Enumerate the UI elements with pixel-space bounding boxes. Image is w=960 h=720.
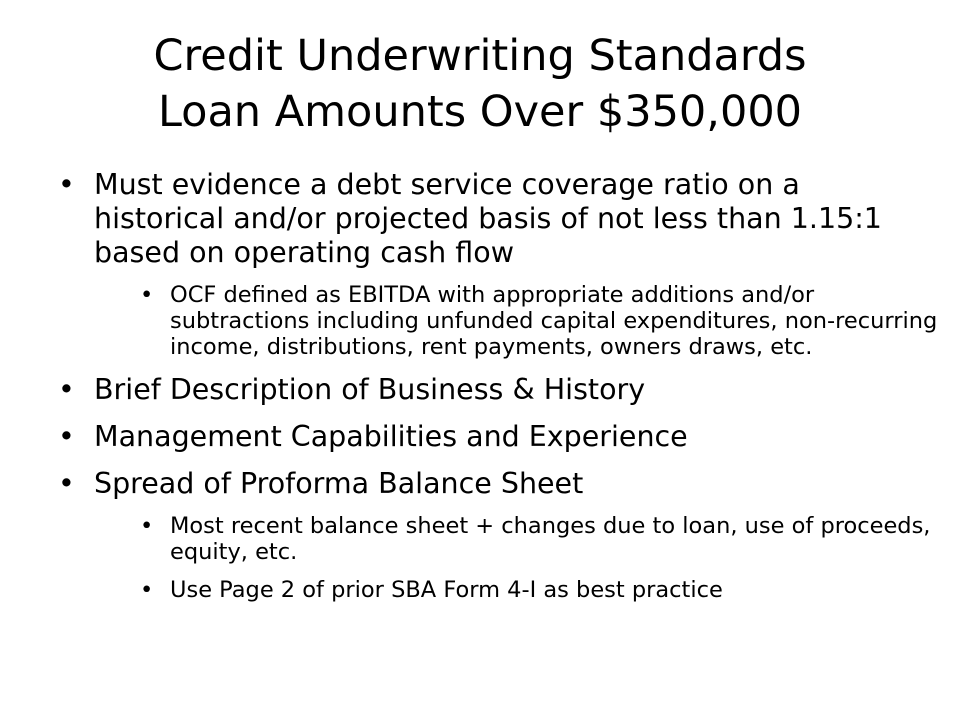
sub-bullet-text: OCF defined as EBITDA with appropriate additions and/or subtractions including unfunded capital expenditures, non-recurring income, distributions, rent payments, owners draws, etc. <box>170 282 938 360</box>
bullet-marker: • <box>58 467 75 500</box>
sub-bullet-marker: • <box>140 282 154 308</box>
sub-bullet-text: Most recent balance sheet + changes due to loan, use of proceeds, equity, etc. <box>170 513 931 565</box>
sub-bullet-item <box>94 577 938 603</box>
sub-bullet-marker: • <box>140 513 154 539</box>
slide-title <box>40 28 920 140</box>
sub-bullet-item <box>94 282 938 360</box>
bullet-text: Spread of Proforma Balance Sheet <box>94 467 584 500</box>
title-line-2: Loan Amounts Over $350,000 <box>157 87 803 137</box>
bullet-marker: • <box>58 373 75 406</box>
sub-bullet-list <box>94 282 938 360</box>
bullet-list <box>58 168 938 616</box>
bullet-item <box>58 168 938 360</box>
title-line-1: Credit Underwriting Standards <box>153 31 807 81</box>
sub-bullet-list <box>94 513 938 603</box>
sub-bullet-item <box>94 513 938 565</box>
bullet-text: Brief Description of Business & History <box>94 373 646 406</box>
bullet-item <box>58 373 938 407</box>
bullet-item <box>58 467 938 603</box>
bullet-marker: • <box>58 168 75 201</box>
sub-bullet-text: Use Page 2 of prior SBA Form 4-I as best practice <box>170 577 723 603</box>
sub-bullet-marker: • <box>140 577 154 603</box>
bullet-text: Management Capabilities and Experience <box>94 420 688 453</box>
bullet-item <box>58 420 938 454</box>
bullet-marker: • <box>58 420 75 453</box>
bullet-text: Must evidence a debt service coverage ratio on a historical and/or projected basis of not less than 1.15:1 based on operating cash flow <box>94 168 882 269</box>
